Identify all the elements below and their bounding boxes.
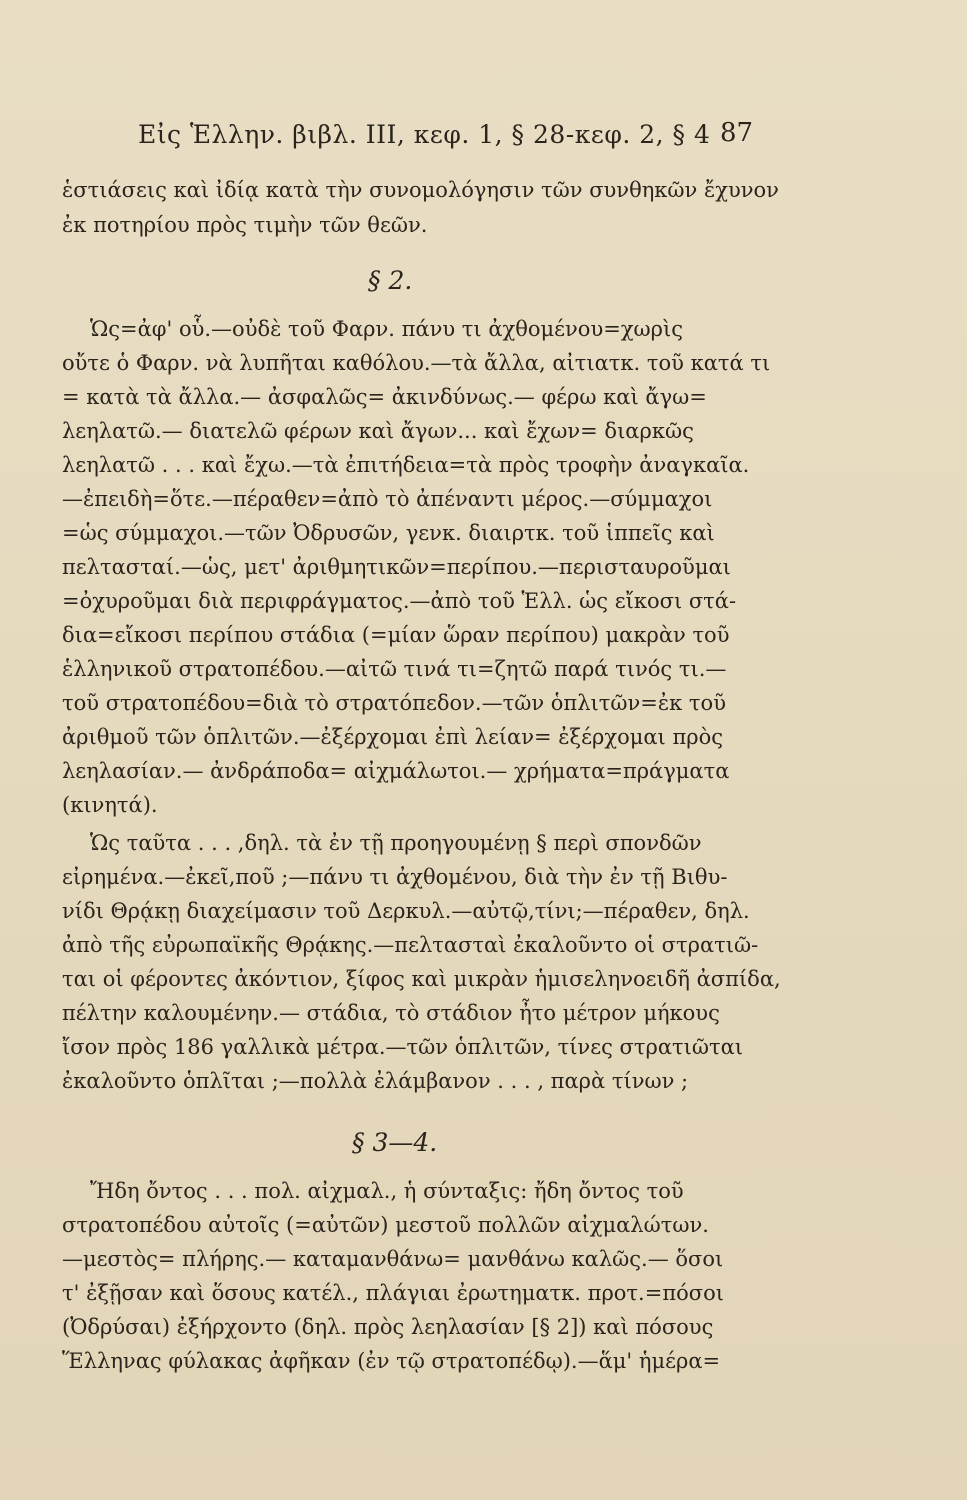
section-heading: § 2. [368,266,413,295]
text-line: Ἕλληνας φύλακας ἀφῆκαν (ἐν τῷ στρατοπέδῳ).—ἅμ' ἡμέρα= [62,1349,721,1373]
text-line: πέλτην καλουμένην.— στάδια, τὸ στάδιον ἦτο μέτρον μήκους [62,1001,720,1025]
text-line: =ὀχυροῦμαι διὰ περιφράγματος.—ἀπὸ τοῦ Ἑλλ. ὡς εἴκοσι στά- [62,589,737,613]
text-line: τ' ἐξῇσαν καὶ ὅσους κατέλ., πλάγιαι ἐρωτηματκ. προτ.=πόσοι [62,1281,724,1305]
text-line: στρατοπέδου αὐτοῖς (=αὐτῶν) μεστοῦ πολλῶν αἰχμαλώτων. [62,1213,709,1237]
text-line: —ἐπειδὴ=ὅτε.—πέραθεν=ἀπὸ τὸ ἀπέναντι μέρος.—σύμμαχοι [62,487,713,511]
text-line: ἀριθμοῦ τῶν ὁπλιτῶν.—ἐξέρχομαι ἐπὶ λείαν= ἐξέρχομαι πρὸς [62,725,723,749]
text-line: (κινητά). [62,793,158,817]
text-line: οὔτε ὁ Φαρν. νὰ λυπῆται καθόλου.—τὰ ἄλλα, αἰτιατκ. τοῦ κατά τι [62,351,771,375]
text-line: Ἤδη ὄντος . . . πολ. αἰχμαλ., ἡ σύνταξις: ἤδη ὄντος τοῦ [90,1179,684,1203]
text-line: ἑλληνικοῦ στρατοπέδου.—αἰτῶ τινά τι=ζητῶ παρά τινός τι.— [62,657,727,681]
text-line: Ὡς ταῦτα . . . ,δηλ. τὰ ἐν τῇ προηγουμένῃ § περὶ σπονδῶν [90,831,702,855]
text-line: λεηλατῶ . . . καὶ ἔχω.—τὰ ἐπιτήδεια=τὰ πρὸς τροφὴν ἀναγκαῖα. [62,453,750,477]
text-line: ἀπὸ τῆς εὐρωπαϊκῆς Θρᾴκης.—πελτασταὶ ἐκαλοῦντο οἱ στρατιῶ- [62,933,759,957]
text-line: (Ὀδρύσαι) ἐξήρχοντο (δηλ. πρὸς λεηλασίαν [§ 2]) καὶ πόσους [62,1315,714,1339]
text-line: τοῦ στρατοπέδου=διὰ τὸ στρατόπεδον.—τῶν ὁπλιτῶν=ἐκ τοῦ [62,691,726,715]
page-number: 87 [720,118,754,148]
text-line: —μεστὸς= πλήρης.— καταμανθάνω= μανθάνω καλῶς.— ὅσοι [62,1247,724,1271]
section-heading: § 3—4. [352,1128,438,1157]
text-line: νίδι Θρᾴκῃ διαχείμασιν τοῦ Δερκυλ.—αὐτῷ,τίνι;—πέραθεν, δηλ. [62,899,750,923]
text-line: Ὡς=ἀφ' οὗ.—οὐδὲ τοῦ Φαρν. πάνυ τι ἀχθομένου=χωρὶς [90,317,684,341]
text-line: ἴσον πρὸς 186 γαλλικὰ μέτρα.—τῶν ὁπλιτῶν, τίνες στρατιῶται [62,1035,744,1059]
running-header: Εἰς Ἑλλην. βιβλ. III, κεφ. 1, § 28-κεφ. 2, § 4 [138,120,711,149]
text-line: πελτασταί.—ὡς, μετ' ἀριθμητικῶν=περίπου.—περισταυροῦμαι [62,555,731,579]
text-line: = κατὰ τὰ ἄλλα.— ἀσφαλῶς= ἀκινδύνως.— φέρω καὶ ἄγω= [62,385,707,409]
text-line: λεηλατῶ.— διατελῶ φέρων καὶ ἄγων... καὶ ἔχων= διαρκῶς [62,419,694,443]
text-line: ται οἱ φέροντες ἀκόντιον, ξίφος καὶ μικρὰν ἡμισεληνοειδῆ ἀσπίδα, [62,967,781,991]
text-line: =ὡς σύμμαχοι.—τῶν Ὀδρυσῶν, γενκ. διαιρτκ. τοῦ ἱππεῖς καὶ [62,521,715,545]
text-line: ἑστιάσεις καὶ ἰδίᾳ κατὰ τὴν συνομολόγησιν τῶν συνθηκῶν ἔχυνον [62,178,779,202]
text-line: λεηλασίαν.— ἀνδράποδα= αἰχμάλωτοι.— χρήματα=πράγματα [62,759,730,783]
text-line: δια=εἴκοσι περίπου στάδια (=μίαν ὥραν περίπου) μακρὰν τοῦ [62,623,730,647]
text-line: ἐκαλοῦντο ὁπλῖται ;—πολλὰ ἐλάμβανον . . . , παρὰ τίνων ; [62,1069,689,1093]
text-line: εἰρημένα.—ἐκεῖ,ποῦ ;—πάνυ τι ἀχθομένου, διὰ τὴν ἐν τῇ Βιθυ- [62,865,728,889]
text-line: ἐκ ποτηρίου πρὸς τιμὴν τῶν θεῶν. [62,213,428,237]
